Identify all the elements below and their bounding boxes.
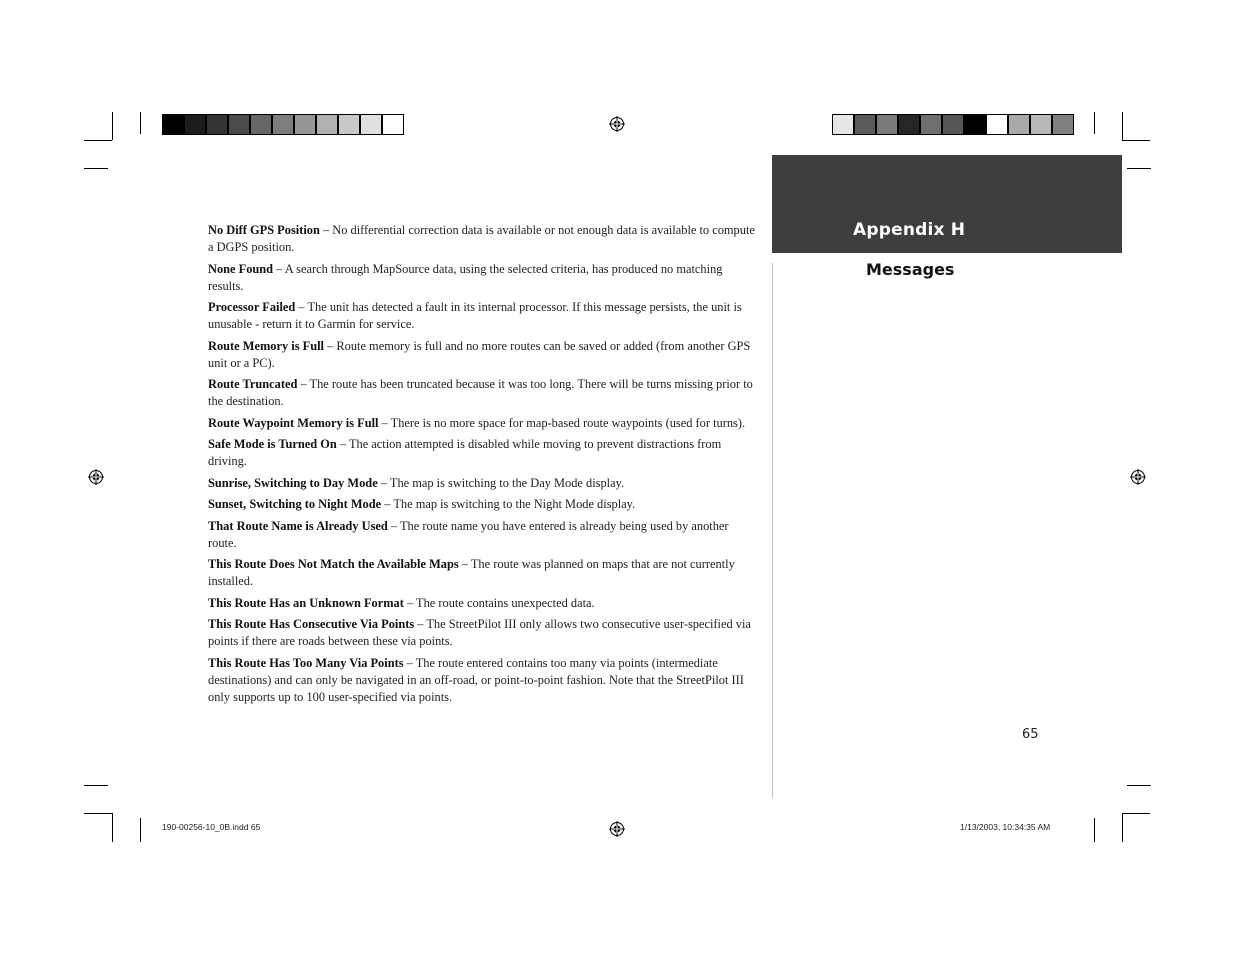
gray-swatch xyxy=(339,115,359,134)
message-description: The route was planned on maps that are not currently installed. xyxy=(208,557,735,588)
registration-mark-icon xyxy=(609,821,625,837)
message-entry: That Route Name is Already Used – The route name you have entered is already being used by another route. xyxy=(208,518,729,550)
gray-swatch xyxy=(1031,115,1051,134)
message-term: Processor Failed xyxy=(208,300,296,314)
gray-swatch xyxy=(943,115,963,134)
registration-mark-icon xyxy=(88,469,104,485)
message-entry: Safe Mode is Turned On – The action attempted is disabled while moving to prevent distractions from driving. xyxy=(208,437,722,468)
message-description: The route name you have entered is already being used by another route. xyxy=(208,518,729,550)
left-gray-swatch-bar xyxy=(162,114,404,135)
message-entry: Sunset, Switching to Night Mode – The map is switching to the Night Mode display. xyxy=(208,497,636,511)
column-divider xyxy=(772,263,773,798)
gray-swatch xyxy=(877,115,897,134)
message-term: Safe Mode is Turned On xyxy=(208,437,337,451)
gray-swatch xyxy=(361,115,381,134)
slug-timestamp: 1/13/2003, 10:34:35 AM xyxy=(960,822,1051,832)
gray-swatch xyxy=(229,115,249,134)
message-entry: Processor Failed – The unit has detected a fault in its internal processor. If this message persists, the unit is unusable - return it to Garmin for service. xyxy=(208,300,742,331)
gray-swatch xyxy=(1053,115,1073,134)
message-term: Route Memory is Full xyxy=(208,338,324,353)
message-term: This Route Has an Unknown Format xyxy=(208,595,404,610)
message-entry: This Route Does Not Match the Available Maps – The route was planned on maps that are not currently installed. xyxy=(208,557,735,588)
message-description: The map is switching to the Day Mode display. xyxy=(389,475,625,490)
gray-swatch xyxy=(987,115,1007,134)
message-entry: Route Memory is Full – Route memory is full and no more routes can be saved or added (from another GPS unit or a PC). xyxy=(208,338,751,370)
message-entry: Route Truncated – The route has been truncated because it was too long. There will be turns missing prior to the destination. xyxy=(208,377,753,408)
gray-swatch xyxy=(921,115,941,134)
message-description: A search through MapSource data, using the selected criteria, has produced no matching results. xyxy=(208,261,723,293)
gray-swatch xyxy=(185,115,205,134)
gray-swatch xyxy=(295,115,315,134)
gray-swatch xyxy=(251,115,271,134)
gray-swatch xyxy=(1009,115,1029,134)
message-description: The action attempted is disabled while moving to prevent distractions from driving. xyxy=(208,437,722,468)
gray-swatch xyxy=(163,115,183,134)
section-title: Messages xyxy=(866,260,955,279)
gray-swatch xyxy=(273,115,293,134)
message-entry: Sunrise, Switching to Day Mode – The map is switching to the Day Mode display. xyxy=(208,475,625,490)
message-term: None Found xyxy=(208,261,274,276)
message-term: This Route Does Not Match the Available Maps xyxy=(208,557,459,571)
appendix-title: Appendix H xyxy=(853,220,966,240)
messages-list xyxy=(208,222,760,710)
message-description: The map is switching to the Night Mode display. xyxy=(393,497,636,511)
message-description: The route entered contains too many via points (intermediate destinations) and can only be navigated in an off-road, or point-to-point fashion. Note that the StreetPilot III only supports up to 100 user-specified via points. xyxy=(208,655,744,704)
gray-swatch xyxy=(207,115,227,134)
message-entry: Route Waypoint Memory is Full – There is no more space for map-based route waypoints (used for turns). xyxy=(208,415,746,430)
message-entry: This Route Has Consecutive Via Points – The StreetPilot III only allows two consecutive user-specified via points if there are roads between these via points. xyxy=(208,617,751,648)
message-term: That Route Name is Already Used xyxy=(208,518,388,533)
message-term: Sunset, Switching to Night Mode xyxy=(208,497,382,511)
gray-swatch xyxy=(899,115,919,134)
message-entry: This Route Has Too Many Via Points – The route entered contains too many via points (intermediate destinations) and can only be navigated in an off-road, or point-to-point fashion. Note that the StreetPilot III only supports up to 100 user-specified via points. xyxy=(208,655,744,704)
message-term: This Route Has Consecutive Via Points xyxy=(208,617,415,631)
message-description: Route memory is full and no more routes can be saved or added (from another GPS unit or a PC). xyxy=(208,338,751,370)
message-description: The route contains unexpected data. xyxy=(416,595,595,610)
page-number: 65 xyxy=(1022,727,1039,742)
message-description: The unit has detected a fault in its internal processor. If this message persists, the unit is unusable - return it to Garmin for service. xyxy=(208,300,742,331)
message-entry: No Diff GPS Position – No differential correction data is available or not enough data is available to compute a DGPS position. xyxy=(208,223,755,254)
message-term: Sunrise, Switching to Day Mode xyxy=(208,475,378,490)
gray-swatch xyxy=(383,115,403,134)
message-entry: None Found – A search through MapSource data, using the selected criteria, has produced no matching results. xyxy=(208,261,723,293)
registration-mark-icon xyxy=(1130,469,1146,485)
message-term: Route Waypoint Memory is Full xyxy=(208,415,379,430)
message-description: The route has been truncated because it was too long. There will be turns missing prior to the destination. xyxy=(208,377,753,408)
registration-mark-icon xyxy=(609,116,625,132)
gray-swatch xyxy=(833,115,853,134)
message-description: There is no more space for map-based route waypoints (used for turns). xyxy=(390,415,746,430)
message-term: No Diff GPS Position xyxy=(208,223,320,237)
message-entry: This Route Has an Unknown Format – The route contains unexpected data. xyxy=(208,595,595,610)
gray-swatch xyxy=(317,115,337,134)
gray-swatch xyxy=(965,115,985,134)
message-description: The StreetPilot III only allows two consecutive user-specified via points if there are roads between these via points. xyxy=(208,617,751,648)
message-description: No differential correction data is available or not enough data is available to compute a DGPS position. xyxy=(208,223,755,254)
gray-swatch xyxy=(855,115,875,134)
message-term: This Route Has Too Many Via Points xyxy=(208,655,404,670)
message-term: Route Truncated xyxy=(208,377,298,391)
right-gray-swatch-bar xyxy=(832,114,1074,135)
slug-filename: 190-00256-10_0B.indd 65 xyxy=(162,822,261,832)
